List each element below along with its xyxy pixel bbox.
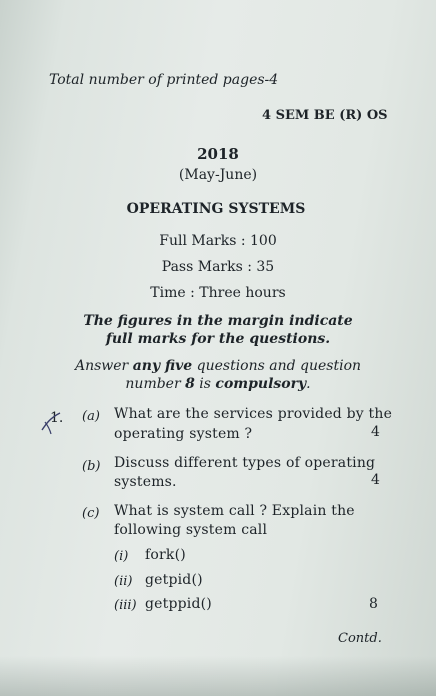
subpart-ii-label: (ii)	[114, 574, 133, 589]
exam-year: 2018	[197, 145, 239, 163]
printed-pages-note: Total number of printed pages-4	[49, 72, 279, 88]
course-code: 4 SEM BE (R) OS	[262, 108, 388, 123]
subpart-i-text: fork()	[145, 547, 186, 563]
part-b-line2: systems.	[114, 474, 177, 490]
part-a-line2: operating system ?	[114, 426, 253, 442]
full-marks: Full Marks : 100	[159, 233, 277, 249]
subpart-ii-text: getpid()	[145, 572, 203, 588]
instruction-margin-line2: full marks for the questions.	[105, 331, 331, 347]
pen-tick-mark	[40, 410, 64, 436]
subject-title: OPERATING SYSTEMS	[126, 201, 306, 217]
part-a-marks: 4	[371, 424, 380, 440]
continued-note: Contd.	[338, 631, 382, 646]
part-b-label: (b)	[82, 459, 101, 474]
part-b-line1: Discuss different types of operating	[114, 455, 376, 471]
subpart-iii-label: (iii)	[114, 598, 137, 613]
part-a-line1: What are the services provided by the	[114, 406, 393, 422]
instruction-answer-line2: number 8 is compulsory.	[125, 376, 311, 392]
question-number: 1.	[50, 410, 64, 426]
part-a-label: (a)	[82, 409, 100, 424]
exam-session: (May-June)	[178, 167, 258, 183]
part-c-label: (c)	[82, 506, 100, 521]
part-c-line1: What is system call ? Explain the	[114, 503, 355, 519]
part-c-line2: following system call	[114, 522, 268, 538]
subpart-iii-text: getppid()	[145, 596, 212, 612]
instruction-margin-line1: The figures in the margin indicate	[83, 313, 353, 329]
instruction-answer-line1: Answer any five questions and question	[74, 358, 362, 374]
subpart-i-label: (i)	[114, 549, 129, 564]
time-allowed: Time : Three hours	[150, 285, 286, 301]
page-shadow	[0, 656, 436, 696]
pass-marks: Pass Marks : 35	[161, 259, 275, 275]
part-c-marks: 8	[369, 596, 378, 612]
part-b-marks: 4	[371, 472, 380, 488]
